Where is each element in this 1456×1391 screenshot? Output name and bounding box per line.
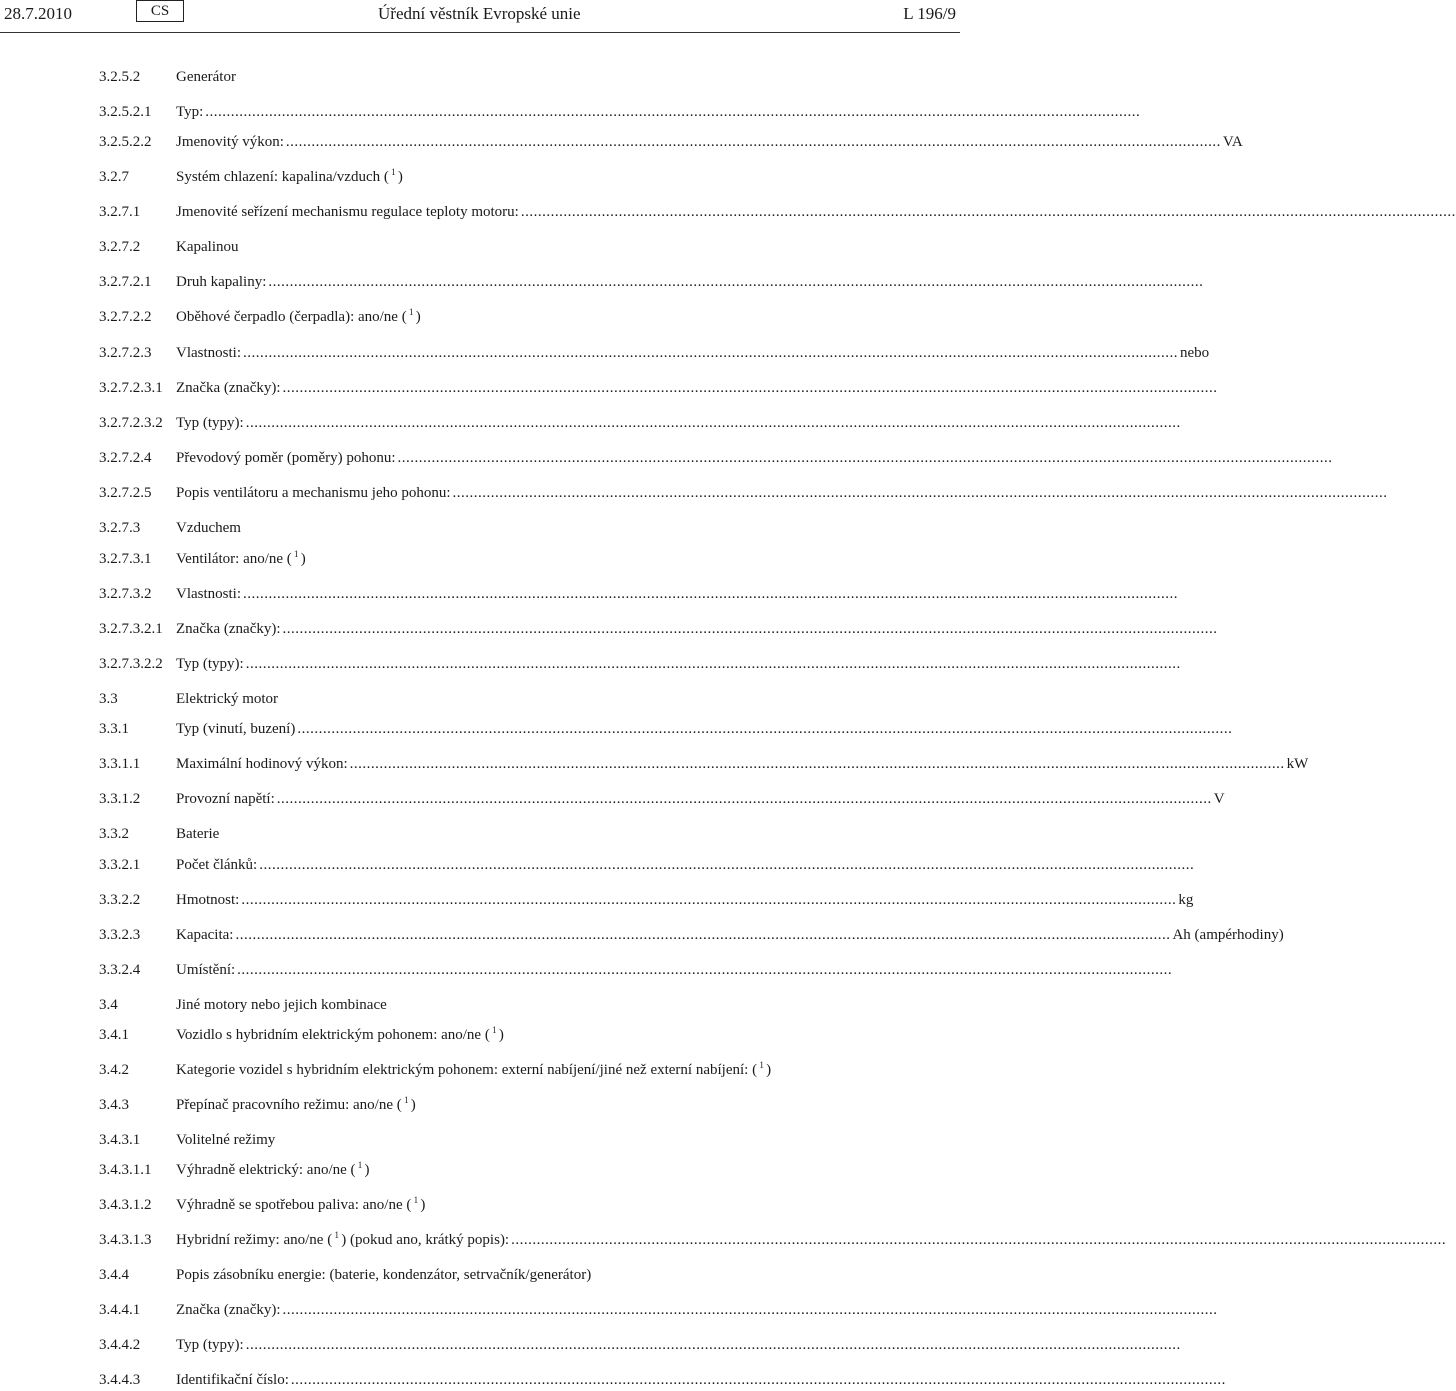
item-label	[176, 583, 1179, 605]
form-item	[0, 236, 960, 258]
form-item	[0, 924, 1284, 946]
language-box: CS	[136, 0, 184, 22]
item-text: Výhradně elektrický: ano/ne ( $^1$ )	[176, 1160, 370, 1178]
item-text: Typ (vinutí, buzení)	[176, 721, 296, 737]
item-number: 3.3.1	[99, 721, 129, 737]
item-text: Značka (značky):	[176, 621, 281, 637]
item-number: 3.2.7.2.1	[99, 274, 152, 290]
item-number: 3.3.1.1	[99, 756, 141, 772]
dot-leader: ............................................................................................................................................................................................................................	[245, 1337, 1181, 1353]
form-item	[0, 994, 960, 1016]
item-number: 3.2.5.2.2	[99, 134, 152, 150]
item-label	[176, 131, 1243, 153]
item-number: 3.2.7.2.3.1	[99, 380, 163, 396]
item-label	[176, 1059, 771, 1081]
form-item	[0, 412, 1181, 434]
item-label	[176, 718, 1233, 740]
footnote-ref: 1	[332, 1230, 342, 1240]
item-text: Značka (značky):	[176, 380, 281, 396]
item-number: 3.2.7.3.2	[99, 586, 152, 602]
dot-leader: ............................................................................................................................................................................................................................	[349, 756, 1285, 772]
item-text: Generátor	[176, 69, 236, 85]
form-item	[0, 653, 1181, 675]
footnote-ref: 1	[489, 1025, 499, 1035]
item-text: Oběhové čerpadlo (čerpadla): ano/ne ( $^1$ )	[176, 307, 421, 325]
form-item	[0, 1299, 1218, 1321]
item-number: 3.4.3	[99, 1097, 129, 1113]
item-number: 3.2.7.1	[99, 204, 141, 220]
item-label	[176, 377, 1218, 399]
item-number: 3.3.2.1	[99, 857, 141, 873]
item-text: Typ:	[176, 104, 204, 120]
footnote-ref: 1	[406, 307, 416, 317]
dot-leader: ............................................................................................................................................................................................................................	[243, 345, 1179, 361]
item-text: Jmenovitý výkon:	[176, 134, 284, 150]
item-number: 3.4.4.3	[99, 1372, 141, 1388]
form-item	[0, 618, 1218, 640]
item-text: Hmotnost:	[176, 892, 240, 908]
item-number: 3.2.7.3.1	[99, 551, 152, 567]
item-number: 3.4.3.1.2	[99, 1197, 152, 1213]
form-item	[0, 823, 960, 845]
item-label	[176, 688, 278, 710]
item-number: 3.2.5.2	[99, 69, 141, 85]
item-number: 3.2.7.2.3.2	[99, 415, 163, 431]
item-label	[176, 1369, 1226, 1391]
item-unit: Ah (ampérhodiny)	[1172, 927, 1284, 943]
form-item	[0, 1264, 960, 1286]
item-text: Systém chlazení: kapalina/vzduch ( $^1$ )	[176, 167, 403, 185]
item-text: Typ (typy):	[176, 656, 244, 672]
item-number: 3.4.4.1	[99, 1302, 141, 1318]
item-label	[176, 1194, 425, 1216]
item-number: 3.2.7.2.5	[99, 485, 152, 501]
item-number: 3.2.7.2.3	[99, 345, 152, 361]
item-text: Výhradně se spotřebou paliva: ano/ne ( $^1$ )	[176, 1195, 426, 1213]
item-number: 3.4.3.1.1	[99, 1162, 152, 1178]
item-number: 3.3.2	[99, 826, 129, 842]
item-text: Přepínač pracovního režimu: ano/ne ( $^1$ )	[176, 1095, 416, 1113]
page-number: L 196/9	[903, 4, 956, 23]
item-text: Počet článků:	[176, 857, 258, 873]
item-label	[176, 517, 241, 539]
item-text: Druh kapaliny:	[176, 274, 267, 290]
dot-leader: ............................................................................................................................................................................................................................	[282, 1302, 1218, 1318]
form-item	[0, 342, 1210, 364]
dot-leader: ............................................................................................................................................................................................................................	[297, 721, 1233, 737]
item-label	[176, 271, 1204, 293]
item-number: 3.2.5.2.1	[99, 104, 152, 120]
item-label	[176, 1264, 591, 1286]
item-number: 3.4	[99, 997, 118, 1013]
item-number: 3.2.7	[99, 169, 129, 185]
form-item	[0, 1334, 1181, 1356]
form-item	[0, 517, 960, 539]
page-header	[0, 0, 960, 32]
item-label	[176, 1024, 504, 1046]
item-number: 3.4.3.1.3	[99, 1232, 152, 1248]
item-label	[176, 1299, 1218, 1321]
item-text: Umístění:	[176, 962, 236, 978]
dot-leader: ............................................................................................................................................................................................................................	[268, 274, 1204, 290]
dot-leader: ............................................................................................................................................................................................................................	[285, 134, 1221, 150]
item-label	[176, 306, 421, 328]
form-item	[0, 306, 960, 328]
header-date: 28.7.2010	[4, 4, 72, 23]
item-text: Kategorie vozidel s hybridním elektrickým pohonem: externí nabíjení/jiné než externí nabíjení: ( $^1$ )	[176, 1060, 772, 1078]
dot-leader: ............................................................................................................................................................................................................................	[520, 204, 1456, 220]
item-text: Baterie	[176, 826, 220, 842]
item-text: Popis ventilátoru a mechanismu jeho pohonu:	[176, 485, 451, 501]
item-text: Maximální hodinový výkon:	[176, 756, 348, 772]
form-item	[0, 1129, 960, 1151]
item-unit: kg	[1178, 892, 1194, 908]
form-item	[0, 377, 1218, 399]
form-item	[0, 959, 1173, 981]
item-label	[176, 618, 1218, 640]
item-text: Vlastnosti:	[176, 586, 242, 602]
item-number: 3.3.2.4	[99, 962, 141, 978]
item-label	[176, 447, 1333, 469]
form-item	[0, 66, 960, 88]
item-label	[176, 753, 1309, 775]
item-text: Jiné motory nebo jejich kombinace	[176, 997, 387, 1013]
item-number: 3.2.7.3.2.2	[99, 656, 163, 672]
form-item	[0, 1369, 1226, 1391]
item-label	[176, 66, 236, 88]
item-text: Elektrický motor	[176, 691, 279, 707]
form-item	[0, 131, 1243, 153]
item-label	[176, 994, 387, 1016]
item-number: 3.2.7.2.4	[99, 450, 152, 466]
item-text: Vzduchem	[176, 520, 241, 536]
item-text: Ventilátor: ano/ne ( $^1$ )	[176, 549, 306, 567]
dot-leader: ............................................................................................................................................................................................................................	[235, 927, 1171, 943]
item-text: Popis zásobníku energie: (baterie, kondenzátor, setrvačník/generátor)	[176, 1267, 592, 1283]
item-number: 3.2.7.2.2	[99, 309, 152, 325]
form-item	[0, 583, 1179, 605]
header-rule	[0, 32, 960, 33]
item-unit: V	[1213, 791, 1225, 807]
form-item	[0, 1194, 960, 1216]
item-text: Kapalinou	[176, 239, 239, 255]
item-text: Provozní napětí:	[176, 791, 275, 807]
form-item	[0, 1159, 960, 1181]
item-text: Kapacita:	[176, 927, 234, 943]
item-text: Identifikační číslo:	[176, 1372, 289, 1388]
dot-leader: ............................................................................................................................................................................................................................	[205, 104, 1141, 120]
item-unit: VA	[1222, 134, 1243, 150]
item-unit: nebo	[1180, 345, 1210, 361]
item-number: 3.4.4.2	[99, 1337, 141, 1353]
form-item	[0, 1059, 960, 1081]
dot-leader: ............................................................................................................................................................................................................................	[259, 857, 1195, 873]
item-label	[176, 1229, 1447, 1251]
item-number: 3.2.7.2	[99, 239, 141, 255]
item-label	[176, 823, 219, 845]
dot-leader: ............................................................................................................................................................................................................................	[245, 415, 1181, 431]
form-item	[0, 788, 1225, 810]
item-label	[176, 788, 1225, 810]
item-label	[176, 854, 1195, 876]
item-text: Typ (typy):	[176, 1337, 244, 1353]
dot-leader: ............................................................................................................................................................................................................................	[245, 656, 1181, 672]
footnote-ref: 1	[411, 1195, 421, 1205]
dot-leader: ............................................................................................................................................................................................................................	[276, 791, 1212, 807]
item-text: Hybridní režimy: ano/ne ( $^1$ ) (pokud ano, krátký popis):	[176, 1230, 510, 1248]
footnote-ref: 1	[757, 1060, 767, 1070]
footnote-ref: 1	[388, 167, 398, 177]
item-text: Převodový poměr (poměry) pohonu:	[176, 450, 396, 466]
item-label	[176, 653, 1181, 675]
journal-title: Úřední věstník Evropské unie	[378, 4, 581, 23]
item-label	[176, 236, 238, 258]
form-item	[0, 854, 1195, 876]
footnote-ref: 1	[401, 1095, 411, 1105]
form-item	[0, 753, 1309, 775]
item-number: 3.3.2.2	[99, 892, 141, 908]
form-item	[0, 688, 960, 710]
item-label	[176, 1129, 275, 1151]
form-item	[0, 447, 1333, 469]
form-item	[0, 1094, 960, 1116]
item-text: Volitelné režimy	[176, 1132, 276, 1148]
dot-leader: ............................................................................................................................................................................................................................	[243, 586, 1179, 602]
item-label	[176, 201, 1456, 223]
item-text: Typ (typy):	[176, 415, 244, 431]
form-item	[0, 718, 1233, 740]
item-label	[176, 412, 1181, 434]
item-label	[176, 1094, 416, 1116]
form-item	[0, 482, 1388, 504]
item-label	[176, 924, 1284, 946]
item-label	[176, 166, 403, 188]
dot-leader: ............................................................................................................................................................................................................................	[282, 380, 1218, 396]
item-number: 3.4.3.1	[99, 1132, 141, 1148]
dot-leader: ............................................................................................................................................................................................................................	[452, 485, 1388, 501]
form-item	[0, 548, 960, 570]
item-number: 3.4.4	[99, 1267, 129, 1283]
item-label	[176, 482, 1388, 504]
item-label	[176, 548, 306, 570]
form-item	[0, 889, 1194, 911]
form-item	[0, 271, 1204, 293]
form-item	[0, 1024, 960, 1046]
form-item	[0, 201, 1456, 223]
dot-leader: ............................................................................................................................................................................................................................	[282, 621, 1218, 637]
dot-leader: ............................................................................................................................................................................................................................	[511, 1232, 1447, 1248]
item-number: 3.4.1	[99, 1027, 129, 1043]
form-item	[0, 166, 960, 188]
item-unit: kW	[1286, 756, 1309, 772]
form-item	[0, 1229, 1447, 1251]
item-number: 3.3.2.3	[99, 927, 141, 943]
item-number: 3.2.7.3	[99, 520, 141, 536]
item-text: Vozidlo s hybridním elektrickým pohonem: ano/ne ( $^1$ )	[176, 1025, 504, 1043]
item-number: 3.3	[99, 691, 118, 707]
item-number: 3.3.1.2	[99, 791, 141, 807]
item-label	[176, 1159, 370, 1181]
item-label	[176, 1334, 1181, 1356]
item-label	[176, 889, 1194, 911]
item-label	[176, 101, 1141, 123]
footnote-ref: 1	[291, 549, 301, 559]
dot-leader: ............................................................................................................................................................................................................................	[241, 892, 1177, 908]
item-label	[176, 959, 1173, 981]
dot-leader: ............................................................................................................................................................................................................................	[237, 962, 1173, 978]
item-text: Značka (značky):	[176, 1302, 281, 1318]
item-label	[176, 342, 1210, 364]
dot-leader: ............................................................................................................................................................................................................................	[397, 450, 1333, 466]
item-number: 3.2.7.3.2.1	[99, 621, 163, 637]
item-text: Jmenovité seřízení mechanismu regulace teploty motoru:	[176, 204, 519, 220]
dot-leader: ............................................................................................................................................................................................................................	[290, 1372, 1226, 1388]
item-number: 3.4.2	[99, 1062, 129, 1078]
item-text: Vlastnosti:	[176, 345, 242, 361]
form-item	[0, 101, 1141, 123]
footnote-ref: 1	[355, 1160, 365, 1170]
